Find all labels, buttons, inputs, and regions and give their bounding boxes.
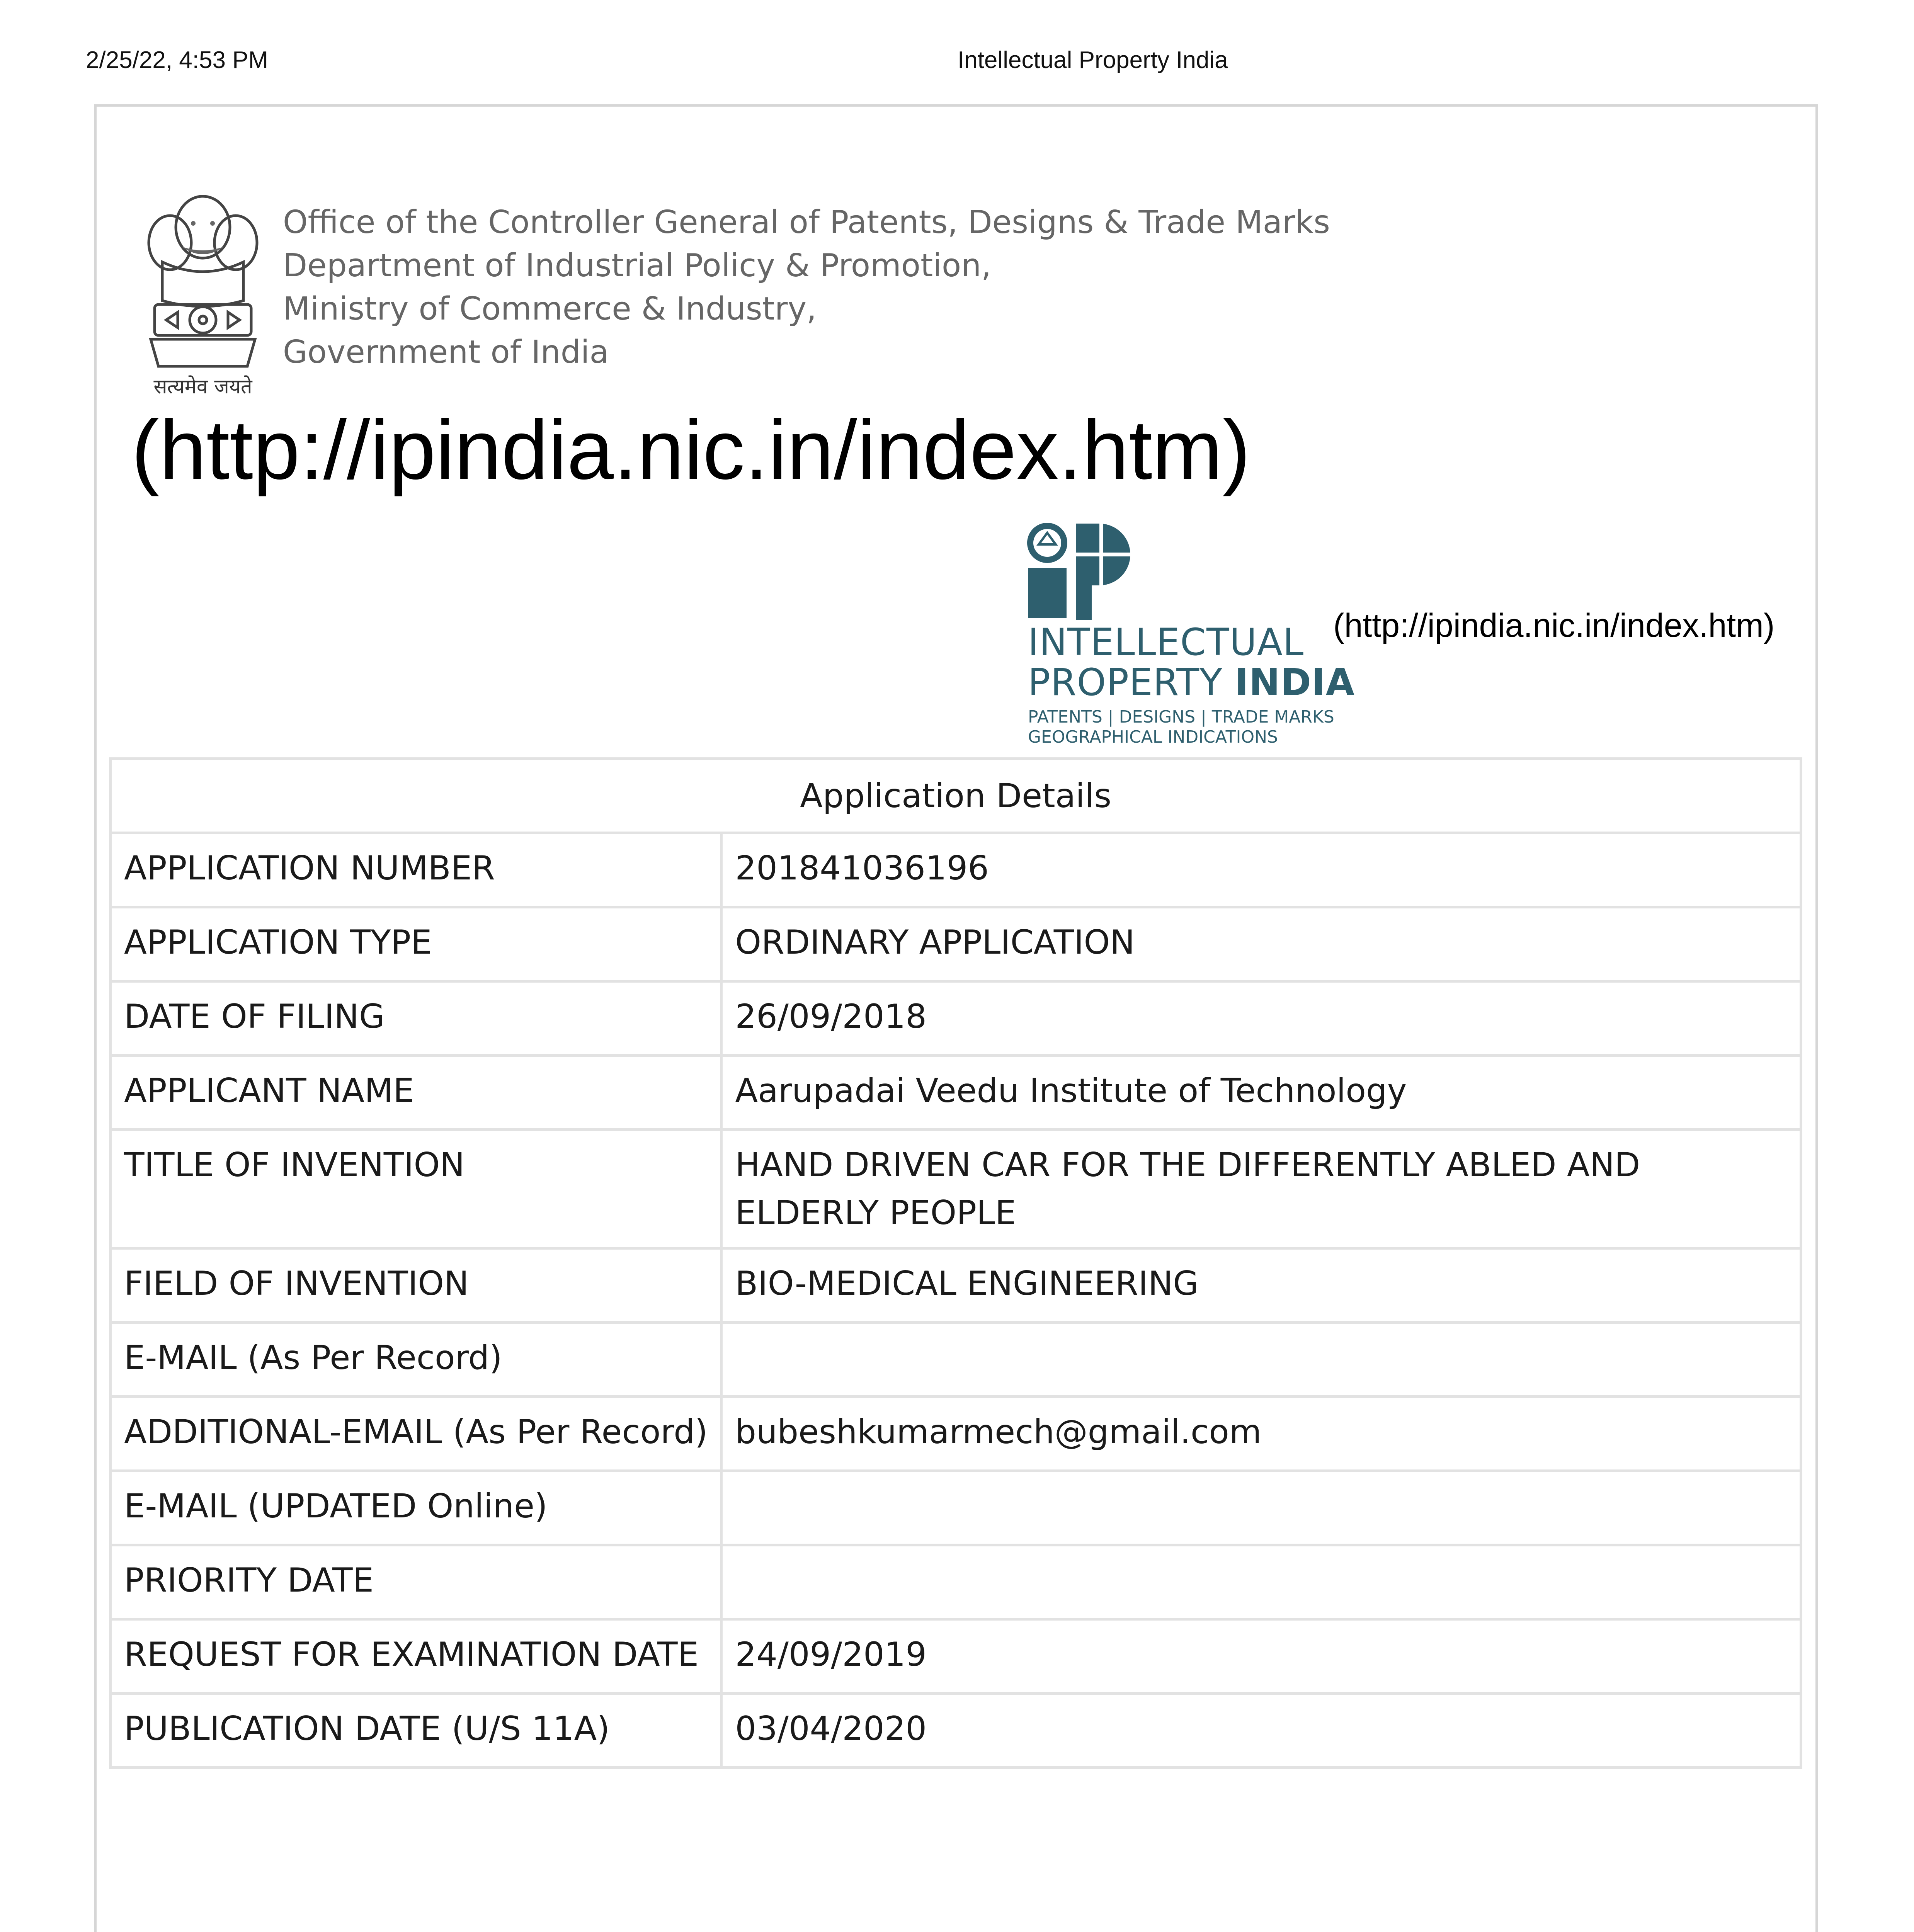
table-row bbox=[111, 1130, 1801, 1248]
row-value: 26/09/2018 bbox=[721, 981, 1801, 1056]
home-link[interactable]: (http://ipindia.nic.in/index.htm) bbox=[131, 403, 1250, 497]
office-line: Ministry of Commerce & Industry, bbox=[283, 291, 817, 327]
details-heading: Application Details bbox=[111, 759, 1801, 833]
logo-home-link[interactable]: (http://ipindia.nic.in/index.htm) bbox=[1333, 607, 1775, 644]
row-label: E-MAIL (As Per Record) bbox=[111, 1323, 721, 1397]
table-row bbox=[111, 1471, 1801, 1545]
row-value: HAND DRIVEN CAR FOR THE DIFFERENTLY ABLED AND ELDERLY PEOPLE bbox=[721, 1130, 1801, 1248]
print-page-title: Intellectual Property India bbox=[958, 47, 1228, 73]
row-value: ORDINARY APPLICATION bbox=[721, 907, 1801, 981]
ip-india-logo-text bbox=[1028, 622, 1355, 747]
row-label: PRIORITY DATE bbox=[111, 1545, 721, 1619]
office-line: Department of Industrial Policy & Promotion, bbox=[283, 247, 992, 284]
table-row bbox=[111, 1619, 1801, 1694]
row-label: APPLICATION TYPE bbox=[111, 907, 721, 981]
office-line: Office of the Controller General of Patents, Designs & Trade Marks bbox=[283, 204, 1330, 241]
row-value: 201841036196 bbox=[721, 833, 1801, 907]
office-name-block bbox=[283, 201, 1330, 374]
row-label: FIELD OF INVENTION bbox=[111, 1248, 721, 1323]
row-value bbox=[721, 1545, 1801, 1619]
row-value: 24/09/2019 bbox=[721, 1619, 1801, 1694]
emblem-caption: सत्यमेव जयते bbox=[153, 375, 252, 398]
table-row bbox=[111, 833, 1801, 907]
row-label: APPLICATION NUMBER bbox=[111, 833, 721, 907]
table-row bbox=[111, 1397, 1801, 1471]
application-details-table bbox=[109, 757, 1802, 1769]
table-row bbox=[111, 981, 1801, 1056]
table-row bbox=[111, 907, 1801, 981]
logo-line: PATENTS | DESIGNS | TRADE MARKS bbox=[1028, 707, 1334, 727]
table-row bbox=[111, 1248, 1801, 1323]
row-label: DATE OF FILING bbox=[111, 981, 721, 1056]
row-label: REQUEST FOR EXAMINATION DATE bbox=[111, 1619, 721, 1694]
logo-line: INTELLECTUAL bbox=[1028, 621, 1304, 664]
row-label: TITLE OF INVENTION bbox=[111, 1130, 721, 1248]
logo-line: GEOGRAPHICAL INDICATIONS bbox=[1028, 727, 1278, 747]
print-datetime: 2/25/22, 4:53 PM bbox=[86, 47, 269, 73]
row-value bbox=[721, 1323, 1801, 1397]
row-label: APPLICANT NAME bbox=[111, 1056, 721, 1130]
table-row bbox=[111, 1694, 1801, 1768]
row-value: bubeshkumarmech@gmail.com bbox=[721, 1397, 1801, 1471]
row-value bbox=[721, 1471, 1801, 1545]
row-label: E-MAIL (UPDATED Online) bbox=[111, 1471, 721, 1545]
row-value: Aarupadai Veedu Institute of Technology bbox=[721, 1056, 1801, 1130]
row-value: 03/04/2020 bbox=[721, 1694, 1801, 1768]
row-value: BIO-MEDICAL ENGINEERING bbox=[721, 1248, 1801, 1323]
table-row bbox=[111, 1545, 1801, 1619]
row-label: ADDITIONAL-EMAIL (As Per Record) bbox=[111, 1397, 721, 1471]
national-emblem-icon bbox=[139, 185, 267, 401]
table-row bbox=[111, 1056, 1801, 1130]
logo-line: PROPERTY INDIA bbox=[1028, 661, 1355, 704]
office-line: Government of India bbox=[283, 334, 609, 371]
row-label: PUBLICATION DATE (U/S 11A) bbox=[111, 1694, 721, 1768]
table-row bbox=[111, 1323, 1801, 1397]
